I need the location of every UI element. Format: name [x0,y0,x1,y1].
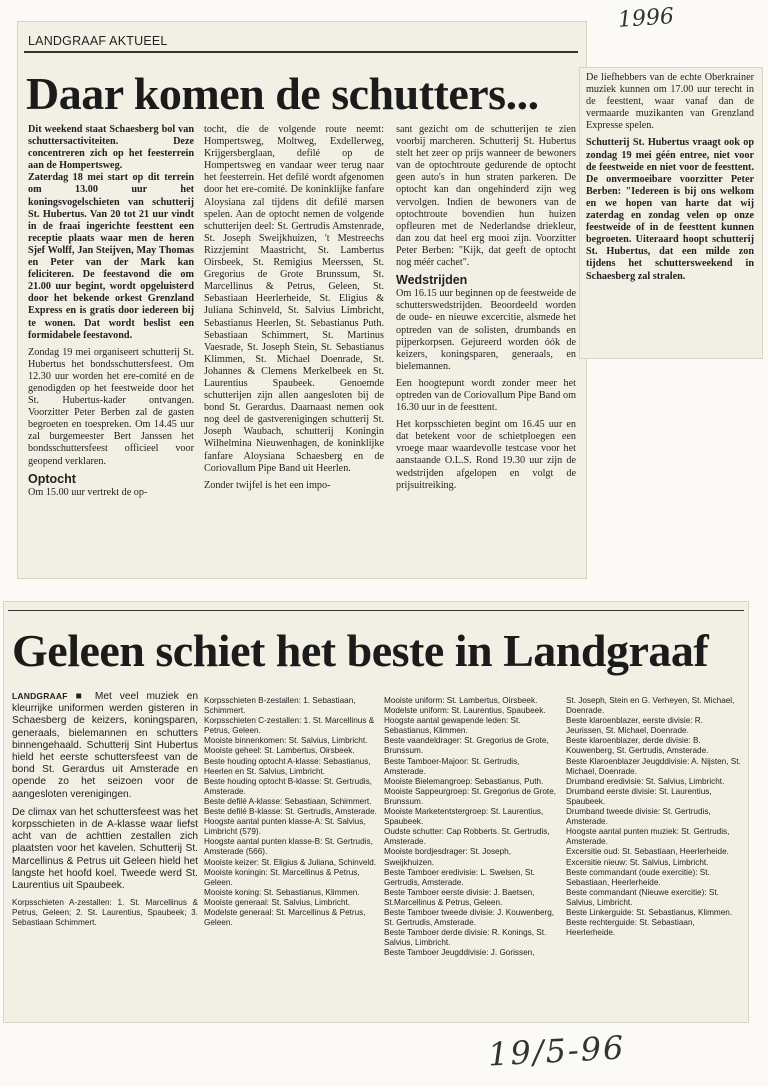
result-item: Beste Klaroenblazer Jeugddivisie: A. Nijsten, St. Michael, Doenrade. [566,756,741,776]
article-1-paragraph: Om 15.00 uur vertrekt de op- [28,486,148,498]
result-item: Beste Tamboer Jeugddivisie: J. Gorissen, [384,948,535,958]
result-item: Modelste generaal: St. Marcellinus & Petrus, Geleen. [204,907,366,928]
result-item: Excersitie oud: St. Sebastiaan, Heerlerheide. [566,847,729,857]
result-item: Mooiste bordjesdrager: St. Joseph, Sweijkhuizen. [384,847,511,867]
result-item: Mooiste binnenkomen: St. Salvius, Limbricht. [204,736,368,746]
result-item: Beste commandant (oude exercitie): St. Sebastiaan, Heerlerheide. [566,867,710,887]
result-item: Beste Linkerguide: St. Sebastianus, Klimmen. [566,907,733,917]
article-1-lead: Dit weekend staat Schaesberg bol van schuttersactiviteiten. Deze concentreren zich op het feesterrein aan de Hompertsweg. [28,124,194,172]
result-item: Hoogste aantal punten klasse-A: St. Salvius, Limbricht (579). [204,817,366,837]
article-1-paragraph: tocht, die de volgende route neemt: Hompertsweg, Moltweg, Exdellerweg, Krijgersberglaan, defilé op de Hompertsweg en vandaar weer terug naar het feesterrein. Het defilé wordt afgenomen door het ere-comité. De koninklijke fanfare Aloysiana zal tijdens dit defilé marsen spelen. Aan de optocht nemen de volgende schutterijen deel: St. Gertrudis Amstenrade, St. Joseph Sweijkhuizen, 't Mestreechs Rizzjemint Maastricht, St. Lambertus Oirsbeek, St. Remigius Meerssen, St. Gregorius de Grote Brunssum, St. Marcellinus & Petrus, Geleen, St. Sebastiaan Heerlerheide, St. Eligius & Juliana Schinveld, St. Salvius Limbricht, Sebastianus Heerlen, St. Sebastianus Puth. Sebastiaan Schimmert, St. Martinus Vaesrade, St. Joseph Stein, St. Sebastianus Klimmen, St. Michael Doenrade, St. Johannes & Clemens Merkelbeek en St. Laurentius Spaubeek. Genoemde schutterijen zijn allen aangesloten bij de bond St. Gerardus. Daarnaast nemen ook nog deel de gastverenigingen schutterij St. Joseph Waubach, schutterij Koningin Wilhelmina Nieuwenhagen, de koninklijke fanfare Aloysiana Schaesberg en de Coriovallum Pipe Band uit Heerlen. [204,124,384,474]
result-item: Beste Tamboer derde divisie: R. Konings, St. Salvius, Limbricht. [384,928,547,948]
result-item: Hoogste aantal punten muziek: St. Gertrudis, Amsterade. [566,827,730,847]
result-item: Korpsschieten C-zestallen: 1. St. Marcellinus & Petrus, Geleen. [204,716,375,736]
article-1-column-4 [586,72,754,356]
result-item: Beste klaroenblazer, derde divisie: B. Kouwenberg, St. Gertrudis, Amsterade. [566,736,709,756]
result-item: Beste houding optocht A-klasse: Sebastianus, Heerlen en St. Salvius, Limbricht. [204,756,371,776]
article-2-paragraph: Met veel muziek en kleurrijke uniformen werden gisteren in Schaesberg de keizers, koningsparen, generaals, bielemannen en schutters binnengehaald. Schutterij Sint Hubertus hield het eerste schuttersfeest van de bond St. Gerardus uit Amsterade en opende zo het seizoen voor de aangesloten verenigingen. [12,691,198,800]
article-1-paragraph: Het korpsschieten begint om 16.45 uur en dat betekent voor de schietploegen een vroege maar waardevolle testcase voor het aanstaande O.L.S. Rond 19.30 uur zijn de wedstrijden afgelopen en volgt de prijsuitreiking. [396,419,576,491]
article-1-column-2 [204,124,384,574]
result-item: Mooiste generaal: St. Salvius, Limbricht. [204,897,351,907]
article-1-subheading-wedstrijden: Wedstrijden [396,273,468,288]
result-item: Beste rechterguide: St. Sebastiaan, Heerlerheide. [566,918,695,938]
article-2-column-3 [384,696,562,1018]
article-2-top-rule [8,610,744,611]
result-item: Modelste uniform: St. Laurentius, Spaubeek. [384,706,546,716]
result-item: Beste vaandeldrager: St. Gregorius de Grote, Brunssum. [384,736,549,756]
result-item: Beste defilé B-klasse: St. Gertrudis, Amsterade. [204,807,377,817]
bullet-icon: ■ [75,691,87,702]
result-item: Hoogste aantal punten klasse-B: St. Gertrudis, Amsterade (566). [204,837,373,857]
result-item: Mooiste koning: St. Sebastianus, Klimmen. [204,887,360,897]
article-1-column-1 [28,124,194,574]
result-item: St. Joseph, Stein en G. Verheyen, St. Michael, Doenrade. [566,696,735,716]
article-1-paragraph: Schutterij St. Hubertus vraagt ook op zondag 19 mei géén entree, niet voor de feestweide en niet voor de feesttent. De onvermoeibare voorzitter Peter Berben: "Iedereen is bij ons welkom en we hopen van harte dat wij zaterdag en zondag velen op onze feestweide of in de feesttent kunnen begroeten. Uiteraard hoopt schutterij St. Hubertus, dat een milde zon tijdens het schuttersweekend in Schaesberg zal stralen. [586,137,754,282]
result-item: Mooiste keizer: St. Eligius & Juliana, Schinveld. [204,857,377,867]
result-item: Mooiste geheel: St. Lambertus, Oirsbeek. [204,746,355,756]
article-2-headline: Geleen schiet het beste in Landgraaf [12,625,709,676]
article-2-dateline: LANDGRAAF [12,691,68,701]
result-item: Mooiste uniform: St. Lambertus, Oirsbeek. [384,696,538,705]
result-item: Mooiste Sappeurgroep: St. Gregorius de Grote, Brunssum. [384,786,557,806]
result-item: Mooiste Bielemangroep: Sebastianus, Puth. [384,776,544,786]
section-header: LANDGRAAF AKTUEEL [28,34,168,48]
result-item: Beste Tamboer tweede divisie: J. Kouwenberg, St. Gertrudis, Amsterade. [384,907,555,928]
result-item: Drumband tweede divisie: St. Gertrudis, Amsterade. [566,807,711,827]
result-item: Beste Tamboer eerste divisie: J. Baetsen, St.Marcellinus & Petrus, Geleen. [384,887,535,907]
result-item: Beste klaroenblazer, eerste divisie: R. Jeurissen, St. Michael, Doenrade. [566,716,703,736]
handwritten-date: 19/5-96 [487,1028,627,1074]
result-item: Beste Tamboer eredivisie: L. Swelsen, St. Gertrudis, Amsterade. [384,867,535,887]
article-1-paragraph: Om 16.15 uur beginnen op de feestweide de schutterswedstrijden. Beoordeeld worden de oude- en nieuwe excercitie, alsmede het optreden van de solisten, drumbands en pijperkorpsen. Gejureerd worden óók de keizers, koningsparen, generaals, en bielemannen. [396,288,576,372]
result-item: Beste houding optocht B-klasse: St. Gertrudis, Amsterade. [204,776,372,796]
result-item: Excersitie nieuw: St. Salvius, Limbricht. [566,857,709,867]
article-1-paragraph: Zonder twijfel is het een impo- [204,479,331,491]
article-2-column-4 [566,696,742,1018]
article-1-subheading-optocht: Optocht [28,471,76,486]
article-1-paragraph: De liefhebbers van de echte Oberkrainer muziek kunnen om 17.00 uur terecht in de feesttent, waar vanaf dan de vermaarde muzikanten van Grenzland Expresse spelen. [586,72,754,132]
result-item: Beste defilé A-klasse: Sebastiaan, Schimmert. [204,796,372,806]
article-1-paragraph: Een hoogtepunt wordt zonder meer het optreden van de Coriovallum Pipe Band om 16.30 uur in de feesttent. [396,377,576,414]
article-1-headline: Daar komen de schutters... [26,68,539,119]
article-2-column-1 [12,690,198,1018]
result-item: Beste Tamboer-Majoor: St. Gertrudis, Amsterade. [384,756,520,776]
article-2-results-intro: Korpsschieten A-zestallen: 1. St. Marcellinus & Petrus, Geleen; 2. St. Laurentius, Spaubeek; 3. Sebastiaan Schimmert. [12,898,198,928]
result-item: Mooiste Marketentstergroep: St. Laurentius, Spaubeek. [384,807,544,827]
article-1-lead-2: Zaterdag 18 mei start op dit terrein om 13.00 uur het koningsvogelschieten van schutterij St. Hubertus. Van 20 tot 21 uur vindt in de fraai ingerichte feesttent een receptie plaats waar men de heren Sjef Wolff, Jan Steijven, May Thomas en Peter van der Mark kan feliciteren. De feestavond die om 21.00 uur begint, wordt opgeluisterd door het bekende orkest Grenzland Express en is gratis door iedereen bij te wonen. Dat wordt beslist een formidabele feestavond. [28,172,194,341]
result-item: Hoogste aantal gewapende leden: St. Sebastianus, Klimmen. [384,716,521,736]
article-1-column-3 [396,124,576,574]
result-item: Beste commandant (Nieuwe exercitie): St. Salvius, Limbricht. [566,887,719,907]
result-item: Drumband eredivisie: St. Salvius, Limbricht. [566,776,725,786]
section-rule [24,51,578,53]
article-2-column-2 [204,696,378,1018]
article-1-paragraph: sant gezicht om de schutterijen te zien voorbij marcheren. Schutterij St. Hubertus stelt het zeer op prijs wanneer de bewoners van de optochtroute gedurende de optocht geen auto's in hun straten parkeren. De optocht kan dan ongehinderd zijn weg vervolgen. Indien de bewoners van de optochtroute bovendien hun huizen opfleuren met de Nederlandse driekleur, dan zou dat heel erg mooi zijn. Voorzitter Peter Berben: "Kijk, dat geeft de optocht nog méér cachet". [396,124,576,269]
result-item: Drumband eerste divisie: St. Laurentius, Spaubeek. [566,786,712,806]
result-item: Oudste schutter: Cap Robberts. St. Gertrudis, Amsterade. [384,827,550,847]
result-item: Korpsschieten B-zestallen: 1. Sebastiaan, Schimmert. [204,696,356,716]
article-2-paragraph: De climax van het schuttersfeest was het korpsschieten in de A-klasse waar liefst acht van de achttien zestallen zich plaatsten voor het kavelen. Schutterij St. Marcellinus & Petrus uit Geleen hield het langste het hoofd koel. Tweede werd St. Laurentius uit Spaubeek. [12,806,198,892]
handwritten-year: 1996 [617,4,675,33]
result-item: Mooiste koningin: St. Marcellinus & Petrus, Geleen. [204,867,360,887]
article-1-paragraph: Zondag 19 mei organiseert schutterij St. Hubertus het bondsschuttersfeest. Om 12.30 uur worden het ere-comité en de genodigden op het feestweide door het St. Hubertus-kader ontvangen. Voorzitter Peter Berben zal de gasten begroeten en toespreken. Om 14.45 uur zal burgemeester Bert Janssen het bondsschuttersfeest officieel voor geopend verklaren. [28,346,194,467]
